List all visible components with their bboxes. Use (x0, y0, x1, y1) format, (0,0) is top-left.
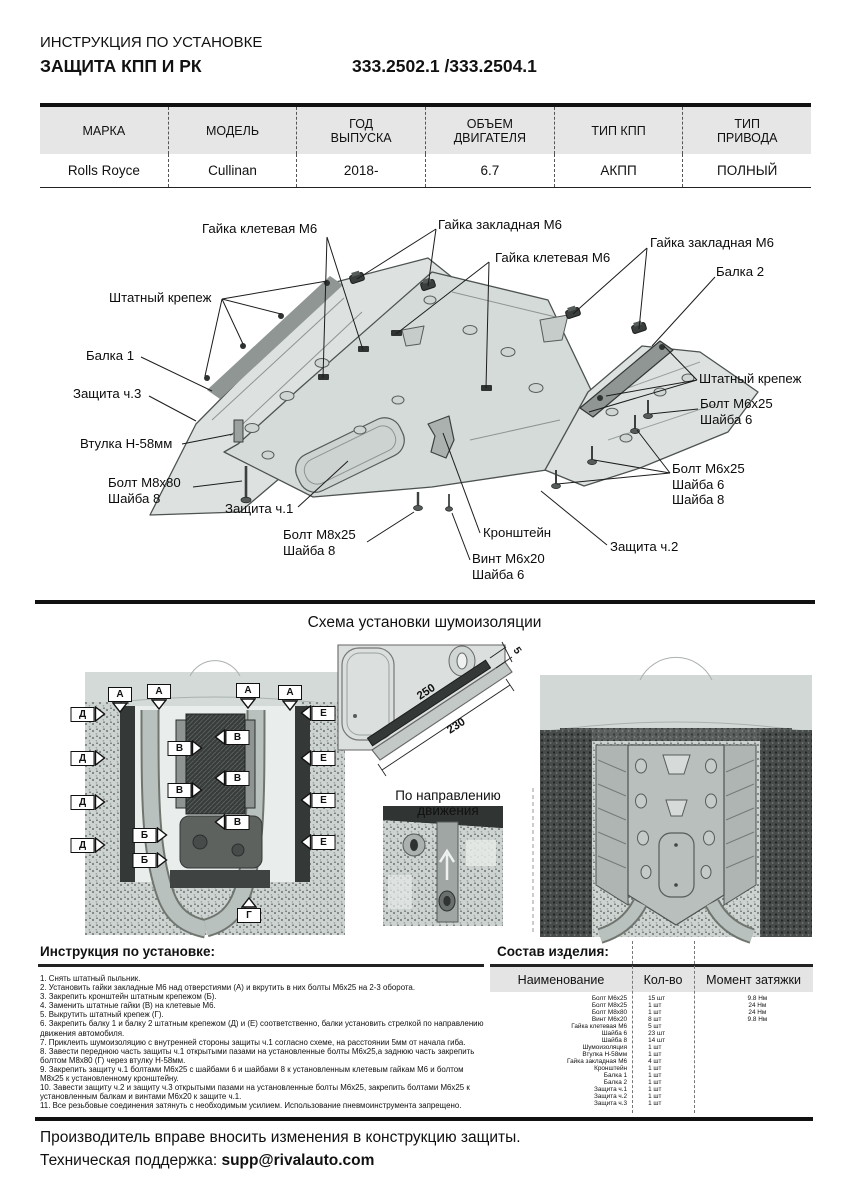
component-torque (702, 1051, 813, 1058)
diagram-label-line: Шайба 8 (108, 490, 161, 506)
diagram-label-balka-2 (716, 264, 764, 280)
diagram-label-line: Шайба 6 (472, 566, 525, 582)
marker-А (236, 683, 260, 709)
marker-Д (71, 794, 106, 810)
instruction-item: 7. Приклеить шумоизоляцию с внутренней стороны защиты ч.1 согласно схеме, на расстоянии 5мм от начала гиба. (40, 1037, 466, 1047)
component-torque: 9.8 Нм (747, 995, 768, 1002)
component-name: Шумоизоляция (582, 1044, 628, 1051)
diagram-label-line: Защита ч.3 (73, 386, 142, 401)
dim-gap: 5 (510, 644, 524, 657)
component-torque (702, 1044, 813, 1051)
diagram-label-zashchita-ch1 (225, 501, 293, 517)
component-torque: 24 Нм (748, 1002, 767, 1009)
marker-А (278, 685, 302, 711)
component-torque (702, 1093, 813, 1100)
diagram-label-line: Штатный крепеж (109, 290, 212, 305)
diagram-label-shtatny-krepezh-right (699, 371, 801, 387)
marker-letter: Б (133, 853, 157, 868)
dim-strip-length: 250 (415, 681, 438, 703)
marker-letter: Е (312, 793, 336, 808)
component-name: Кронштейн (594, 1065, 628, 1072)
component-row (490, 1044, 813, 1051)
instruction-item: 6. Закрепить балку 1 и балку 2 штатным крепежом (Д) и (Е) соответственно, балки установить стрелкой по направлению движения автомобиля. (40, 1019, 484, 1038)
marker-letter: Д (71, 795, 95, 810)
diagram-label-line: Балка 1 (86, 348, 135, 363)
marker-letter: А (108, 687, 132, 702)
marker-Б (133, 827, 168, 843)
components-col-torque: Момент затяжки (706, 972, 801, 987)
diagram-label-line: Шайба 8 (672, 492, 725, 508)
diagram-label-line: Балка 2 (716, 264, 765, 279)
component-qty: 1 шт (648, 1093, 662, 1100)
components-table-rows (490, 995, 813, 1107)
component-row (490, 1030, 813, 1037)
spec-header-cell: ТИП КПП (554, 107, 683, 154)
component-name: Балка 2 (603, 1079, 628, 1086)
component-row (490, 1058, 813, 1065)
component-torque (702, 1065, 813, 1072)
marker-А (147, 684, 171, 710)
bottom-divider (35, 1117, 813, 1121)
component-torque (702, 1058, 813, 1065)
component-torque: 9.8 Нм (747, 1016, 768, 1023)
diagram-label-balka-1 (86, 348, 134, 364)
marker-Б (133, 852, 168, 868)
component-torque (702, 1037, 813, 1044)
diagram-label-vint-m6x20 (472, 551, 545, 582)
component-row (490, 1093, 813, 1100)
component-row (490, 1037, 813, 1044)
component-torque (702, 1086, 813, 1093)
marker-letter: Е (312, 835, 336, 850)
component-name: Гайка клетевая М6 (571, 1023, 628, 1030)
marker-letter: В (168, 783, 192, 798)
component-qty: 1 шт (648, 1044, 662, 1051)
diagram-label-shtatny-krepezh-left (109, 290, 211, 306)
marker-letter: Б (133, 828, 157, 843)
component-torque (702, 1079, 813, 1086)
marker-Д (71, 837, 106, 853)
diagram-label-line: Шайба 6 (672, 476, 725, 492)
component-row (490, 1002, 813, 1009)
component-name: Шайба 8 (601, 1037, 628, 1044)
spec-header-cell: ОБЪЕМ ДВИГАТЕЛЯ (425, 107, 554, 154)
component-name: Защита ч.1 (594, 1086, 628, 1093)
diagram-label-line: Болт М6х25 (700, 396, 773, 411)
dim-edge-length: 230 (445, 715, 468, 737)
marker-Е (301, 705, 336, 721)
marker-Е (301, 750, 336, 766)
diagram-label-line: Защита ч.2 (610, 539, 679, 554)
diagram-label-line: Болт М8х80 (108, 475, 181, 490)
component-name: Защита ч.2 (594, 1093, 628, 1100)
diagram-label-bolt-m8x80 (108, 475, 181, 506)
spec-value-cell: 6.7 (425, 154, 554, 187)
diagram-label-gayka-zakl-1 (438, 217, 562, 233)
component-torque (702, 1100, 813, 1107)
direction-photo (383, 806, 503, 926)
marker-В (215, 729, 250, 745)
marker-В (215, 770, 250, 786)
diagram-label-gayka-klet-1 (202, 221, 317, 237)
diagram-label-vtulka-h58 (80, 436, 172, 452)
instruction-item: 11. Все резьбовые соединения затянуть с необходимым усилием. Использование пневмоинструмента запрещено. (40, 1101, 462, 1111)
marker-letter: А (236, 683, 260, 698)
product-title: ЗАЩИТА КПП И РК (40, 56, 202, 76)
manufacturer-note: Производитель вправе вносить изменения в конструкцию защиты. (40, 1129, 521, 1146)
part-numbers: 333.2502.1 /333.2504.1 (352, 56, 537, 76)
bushing-h58 (234, 420, 243, 442)
marker-letter: А (147, 684, 171, 699)
marker-letter: Д (71, 751, 95, 766)
components-table-header (490, 967, 813, 992)
spec-value-cell: 2018- (296, 154, 425, 187)
spec-header-cell: МАРКА (82, 123, 126, 138)
marker-Е (301, 792, 336, 808)
marker-Д (71, 706, 106, 722)
component-qty: 1 шт (648, 1086, 662, 1093)
marker-letter: В (168, 741, 192, 756)
marker-letter: Д (71, 707, 95, 722)
component-qty: 1 шт (648, 1051, 662, 1058)
spec-value-cell: ПОЛНЫЙ (682, 154, 811, 187)
component-name: Балка 1 (603, 1072, 628, 1079)
component-row (490, 1051, 813, 1058)
diagram-label-bolt-m8x25 (283, 527, 356, 558)
components-divider-2 (694, 941, 695, 1113)
marker-Д (71, 750, 106, 766)
components-divider-1 (632, 941, 633, 1113)
component-torque (702, 1072, 813, 1079)
diagram-label-line: Гайка закладная М6 (650, 235, 774, 250)
spec-header-cell: МОДЕЛЬ (168, 107, 297, 154)
instruction-item: 1. Снять штатный пыльник. (40, 974, 141, 983)
marker-А (108, 687, 132, 713)
diagram-label-gayka-klet-2 (495, 250, 610, 266)
diagram-label-zashchita-ch3 (73, 386, 141, 402)
marker-letter: В (226, 730, 250, 745)
component-torque (702, 1030, 813, 1037)
marker-letter: Д (71, 838, 95, 853)
support-label: Техническая поддержка: (40, 1152, 222, 1169)
support-email: supp@rivalauto.com (221, 1152, 375, 1169)
diagram-label-line: Гайка закладная М6 (438, 217, 562, 232)
component-qty: 1 шт (648, 1065, 662, 1072)
marker-Е (301, 834, 336, 850)
component-qty: 1 шт (648, 1100, 662, 1107)
marker-letter: Е (312, 706, 336, 721)
diagram-label-line: Штатный крепеж (699, 371, 802, 386)
diagram-label-line: Гайка клетевая М6 (202, 221, 318, 236)
section-divider (35, 600, 815, 604)
component-row (490, 1023, 813, 1030)
diagram-label-line: Втулка Н-58мм (80, 436, 173, 451)
component-name: Гайка закладная М6 (567, 1058, 628, 1065)
component-qty: 1 шт (648, 1072, 662, 1079)
diagram-label-line: Винт М6х20 (472, 551, 545, 566)
component-torque (702, 1023, 813, 1030)
diagram-label-zashchita-ch2 (610, 539, 678, 555)
diagram-label-line: Гайка клетевая М6 (495, 250, 611, 265)
diagram-label-gayka-zakl-2 (650, 235, 774, 251)
component-qty: 23 шт (648, 1030, 666, 1037)
component-torque: 24 Нм (748, 1009, 767, 1016)
instructions-rule (38, 964, 484, 967)
diagram-label-kronshteyn (483, 525, 551, 541)
marker-В (168, 740, 203, 756)
component-row (490, 1016, 813, 1023)
spec-value-cell: Rolls Royce (67, 163, 140, 178)
component-name: Болт М6х25 (591, 995, 628, 1002)
component-qty: 14 шт (648, 1037, 666, 1044)
spec-value-cell: Cullinan (168, 154, 297, 187)
components-col-qty: Кол-во (643, 972, 683, 987)
diagram-label-line: Болт М6х25 (672, 461, 745, 476)
component-name: Защита ч.3 (594, 1100, 628, 1107)
component-qty: 1 шт (648, 1079, 662, 1086)
instructions-list (40, 974, 489, 1110)
instruction-item: 5. Выкрутить штатный крепеж (Г). (40, 1010, 164, 1020)
component-qty: 8 шт (648, 1016, 662, 1023)
component-qty: 4 шт (648, 1058, 662, 1065)
diagram-label-bolt-m6x25-bottom (672, 461, 745, 508)
marker-letter: А (278, 685, 302, 700)
component-row (490, 1065, 813, 1072)
marker-letter: Е (312, 751, 336, 766)
instruction-item: 4. Заменить штатные гайки (В) на клетевые М6. (40, 1001, 216, 1011)
instruction-item: 2. Установить гайки закладные М6 над отверстиями (А) и вкрутить в них болты М6х25 на 2-3 оборота. (40, 983, 416, 993)
instruction-item: 9. Закрепить защиту ч.1 болтами М6х25 с шайбами 6 и шайбами 8 к установленным клетевым гайкам М6 и болтом М8х25 к установленному кронштейну. (40, 1064, 464, 1084)
direction-of-travel-label: По направлению движения (395, 788, 501, 818)
instruction-item: 10. Завести защиту ч.2 и защиту ч.3 открытыми пазами на установленные болты М6х25, закрепить болтами М6х25 к установленным балкам и винтами М6х20 к защите ч.1. (40, 1083, 470, 1102)
doc-type-title: ИНСТРУКЦИЯ ПО УСТАНОВКЕ (40, 34, 263, 51)
component-row (490, 1072, 813, 1079)
instruction-item: 8. Завести переднюю часть защиты ч.1 открытыми пазами на установленные болты М6х25,а заднюю часть закрепить болтом М8х80 (Г) через втулку Н-58мм. (40, 1046, 475, 1065)
component-qty: 1 шт (648, 1002, 662, 1009)
diagram-label-bolt-m6x25-top (700, 396, 773, 427)
component-row (490, 1009, 813, 1016)
support-line (40, 1152, 374, 1170)
instructions-title: Инструкция по установке: (40, 944, 215, 959)
spec-header-cell: ГОД ВЫПУСКА (296, 107, 425, 154)
diagram-label-line: Кронштейн (483, 525, 552, 540)
marker-В (168, 782, 203, 798)
underbody-photo-right (540, 657, 812, 937)
component-name: Винт М6х20 (591, 1016, 628, 1023)
marker-В (215, 814, 250, 830)
diagram-label-line: Болт М8х25 (283, 527, 356, 542)
component-qty: 5 шт (648, 1023, 662, 1030)
spec-value-cell: АКПП (554, 154, 683, 187)
component-name: Шайба 6 (601, 1030, 628, 1037)
diagram-label-line: Шайба 6 (700, 411, 753, 427)
component-name: Втулка Н-58мм (582, 1051, 628, 1058)
marker-letter: В (226, 815, 250, 830)
marker-letter: Г (237, 908, 261, 923)
components-col-name: Наименование (517, 972, 605, 987)
component-row (490, 1086, 813, 1093)
diagram-label-line: Защита ч.1 (225, 501, 294, 516)
component-row (490, 995, 813, 1002)
component-qty: 1 шт (648, 1009, 662, 1016)
component-name: Болт М8х80 (591, 1009, 628, 1016)
spec-header-cell: ТИП ПРИВОДА (682, 107, 811, 154)
soundproofing-section-title: Схема установки шумоизоляции (307, 614, 542, 631)
marker-letter: В (226, 771, 250, 786)
marker-Г (237, 897, 261, 923)
component-name: Болт М8х25 (591, 1002, 628, 1009)
instruction-item: 3. Закрепить кронштейн штатным крепежом (Б). (40, 992, 217, 1002)
diagram-label-line: Шайба 8 (283, 542, 336, 558)
components-title: Состав изделия: (497, 944, 609, 959)
component-row (490, 1079, 813, 1086)
component-row (490, 1100, 813, 1107)
component-qty: 15 шт (648, 995, 666, 1002)
